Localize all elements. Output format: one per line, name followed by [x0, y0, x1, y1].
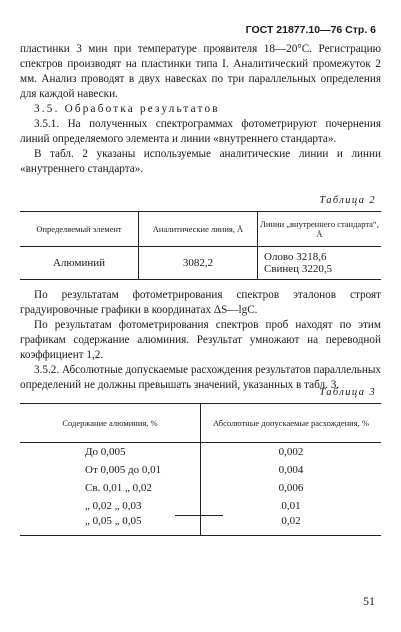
table-row [20, 461, 381, 479]
table-row [20, 443, 381, 462]
table2-caption: Таблица 2 [319, 195, 376, 206]
internal-standard-line: Олово 3218,6 [264, 251, 327, 263]
table-row [20, 497, 381, 515]
table-3 [20, 403, 381, 536]
text-block-1 [20, 42, 381, 177]
table3-cell-range: Св. 0,01 „ 0,02 [85, 482, 152, 494]
table2-header-element: Определяемый элемент [20, 212, 139, 247]
table2-cell-element: Алюминий [52, 257, 105, 269]
table3-cell-value: 0,01 [201, 497, 382, 515]
table-row [20, 515, 381, 536]
table2-cell-internal [258, 247, 382, 280]
paragraph-3-5-1: 3.5.1. На полученных спектрограммах фотометрируют почернения линий определяемого элемента и линии «внутреннего стандарта». [20, 118, 381, 145]
table3-cell-value: 0,02 [201, 515, 382, 536]
table3-cell-range: „ 0,02 „ 0,03 [85, 500, 142, 512]
table3-caption: Таблица 3 [319, 387, 376, 398]
text-block-2 [20, 288, 381, 393]
table2-header-line: Аналитические линия, Å [139, 212, 258, 247]
table3-header-tolerance: Абсолютные допускаемые расхождения, % [201, 404, 382, 443]
table2-cell-line: 3082,2 [139, 247, 258, 280]
page-number: 51 [363, 594, 375, 608]
table3-cell-range: От 0,005 до 0,01 [85, 464, 162, 476]
paragraph-continuation: пластинки 3 мин при температуре проявителя 18—20°С. Регистрацию спектров производят на пластинки типа I. Аналитический промежуток 2 мм. Анализ проводят в двух навесках по три параллельных определения для каждой навески. [20, 43, 381, 100]
paragraph-3-5-2: 3.5.2. Абсолютные допускаемые расхождения результатов параллельных определений не должны превышать значений, указанных в табл. 3. [20, 364, 381, 391]
table-row [20, 479, 381, 497]
table3-cell-value: 0,006 [201, 479, 382, 497]
paragraph-calibration: По результатам фотометрирования спектров эталонов строят градуировочные графики в координатах ΔS—lgC. [20, 289, 381, 316]
table3-cell-range: До 0,005 [85, 446, 126, 458]
table3-cell-value: 0,004 [201, 461, 382, 479]
table-2 [20, 211, 381, 280]
internal-standard-line: Свинец 3220,5 [264, 263, 333, 275]
table3-cell-value: 0,002 [201, 443, 382, 462]
section-heading: 3.5. Обработка результатов [34, 103, 220, 115]
standard-header: ГОСТ 21877.10—76 Стр. 6 [245, 24, 376, 36]
paragraph-table2-ref: В табл. 2 указаны используемые аналитические линии и линии «внутреннего стандарта». [20, 148, 381, 175]
table3-cell-range: „ 0,05 „ 0,05 [20, 515, 201, 536]
table2-header-internal: Линии „внутреннего стандарта“, Å [258, 212, 382, 247]
table3-header-content: Содержание алюминия, % [20, 404, 201, 443]
table-row [20, 247, 381, 280]
paragraph-results: По результатам фотометрирования спектров проб находят по этим графикам содержание алюминия. Результат умножают на переводной коэффициент 1,2. [20, 319, 381, 361]
section-divider [175, 515, 223, 516]
